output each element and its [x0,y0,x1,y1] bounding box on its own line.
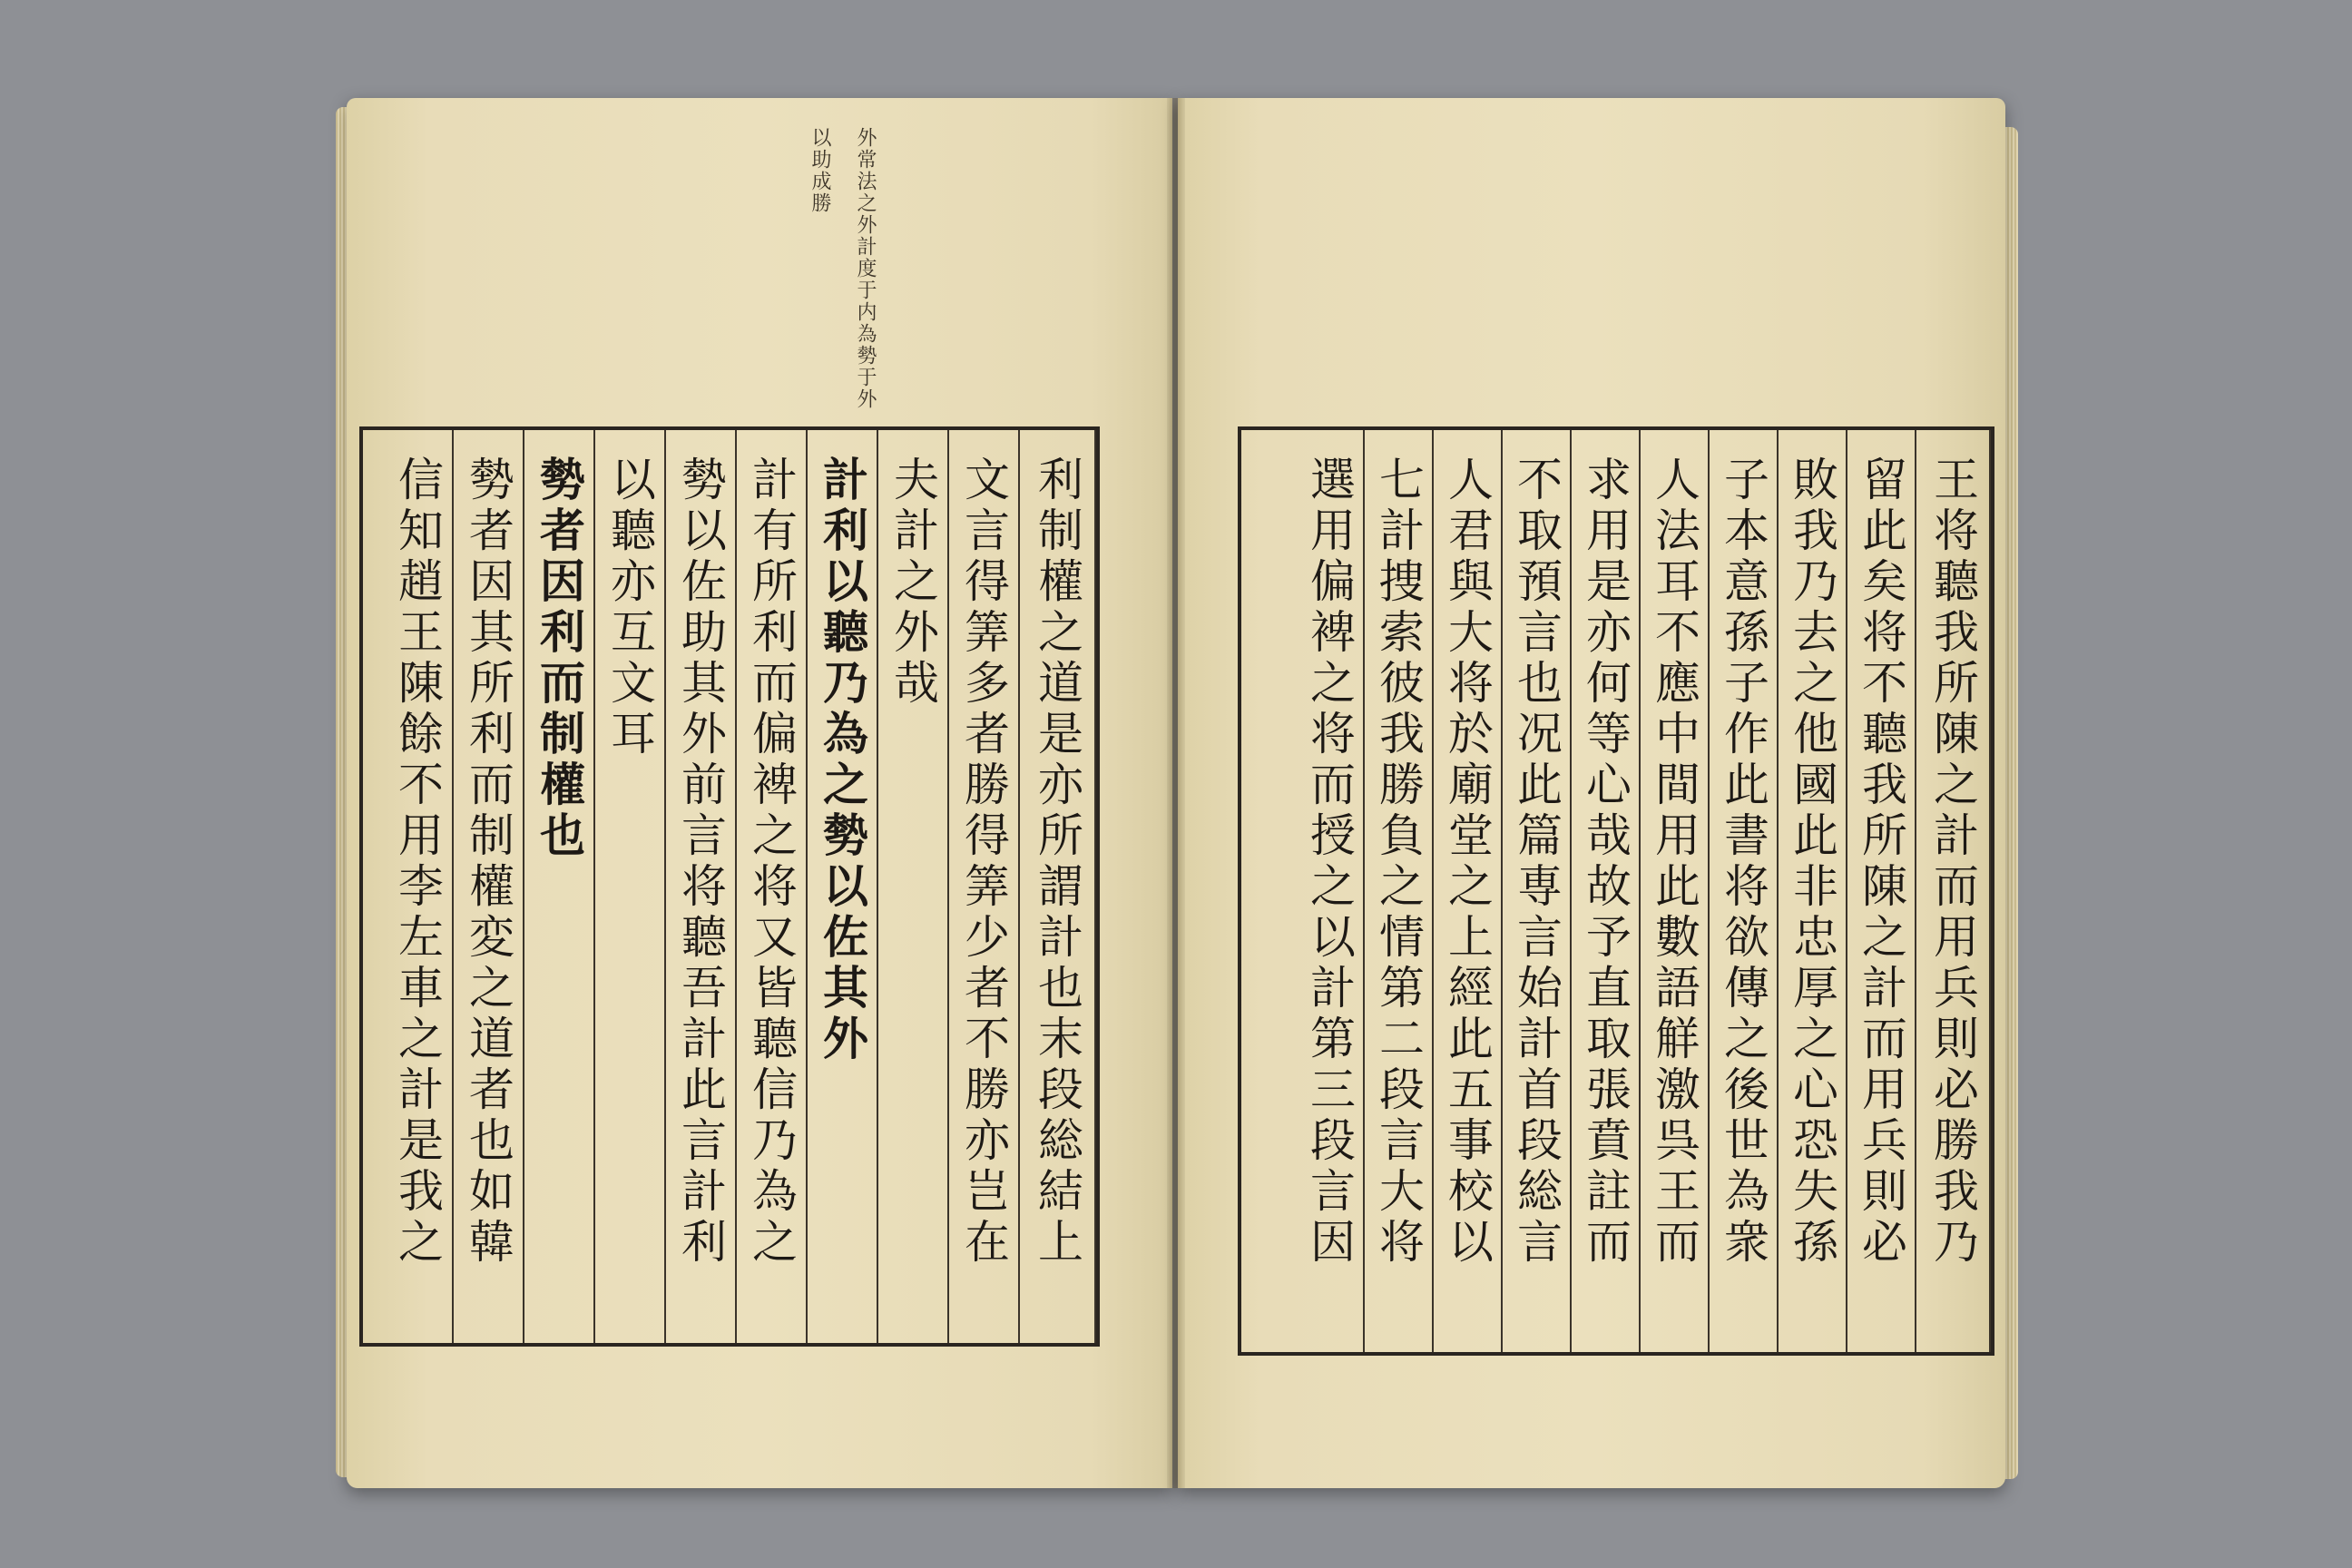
left-column [808,430,878,1343]
left-column [878,430,949,1343]
left-column [595,430,666,1343]
headnote-upper: 外常法之外計度于内為勢于外 [854,127,877,410]
right-column-text: 七計捜索彼我勝負之情第二段言大将 [1372,456,1425,1269]
right-column [1572,430,1641,1352]
right-column-text: 子本意孫子作此書将欲傳之後世為衆 [1717,456,1769,1269]
right-column [1710,430,1779,1352]
left-column [383,430,454,1343]
left-column [949,430,1020,1343]
left-column-text: 利制權之道是亦所謂計也末段総結上 [1031,456,1083,1269]
left-column [454,430,524,1343]
left-column-text: 文言得筭多者勝得筭少者不勝亦岂在 [957,456,1010,1269]
right-column-text: 人君與大将於廟堂之上經此五事校以 [1441,456,1494,1269]
right-column [1641,430,1710,1352]
left-column-text: 勢者因其所利而制權変之道者也如韓 [462,456,514,1269]
right-column [1916,430,1991,1352]
right-column-text: 人法耳不應中間用此數語觧激呉王而 [1648,456,1700,1269]
right-column [1503,430,1572,1352]
right-column-text: 選用偏裨之将而授之以計第三段言因 [1303,456,1356,1269]
right-column-text: 敗我乃去之他國此非忠厚之心恐失孫 [1786,456,1838,1269]
right-column [1434,430,1503,1352]
left-column [666,430,737,1343]
left-text-frame [359,426,1100,1347]
right-column [1365,430,1434,1352]
left-column [737,430,808,1343]
left-column-text: 信知趙王陳餘不用李左車之計是我之 [391,456,444,1269]
left-column [524,430,595,1343]
left-column-text: 計有所利而偏裨之将又皆聽信乃為之 [745,456,798,1269]
left-column-heading: 勢者因利而制權也 [533,456,586,862]
right-column [1296,430,1365,1352]
right-column-text: 留此矣将不聽我所陳之計而用兵則必 [1855,456,1907,1269]
headnote-lower: 以助成勝 [808,127,831,214]
left-column-text: 以聽亦互文耳 [603,456,656,760]
left-column-heading: 計利以聽乃為之勢以佐其外 [816,456,869,1065]
left-column-text: 勢以佐助其外前言将聽吾計此言計利 [674,456,727,1269]
right-column-text: 王将聽我所陳之計而用兵則必勝我乃 [1926,456,1979,1269]
left-column [1020,430,1096,1343]
right-column-text: 不取預言也况此篇専言始計首段総言 [1510,456,1563,1269]
book-gutter [1167,98,1185,1488]
left-column-text: 夫計之外哉 [887,456,939,710]
right-column-text: 求用是亦何等心哉故予直取張賁註而 [1579,456,1632,1269]
right-column [1847,430,1916,1352]
right-column [1779,430,1847,1352]
right-text-frame [1238,426,1994,1356]
